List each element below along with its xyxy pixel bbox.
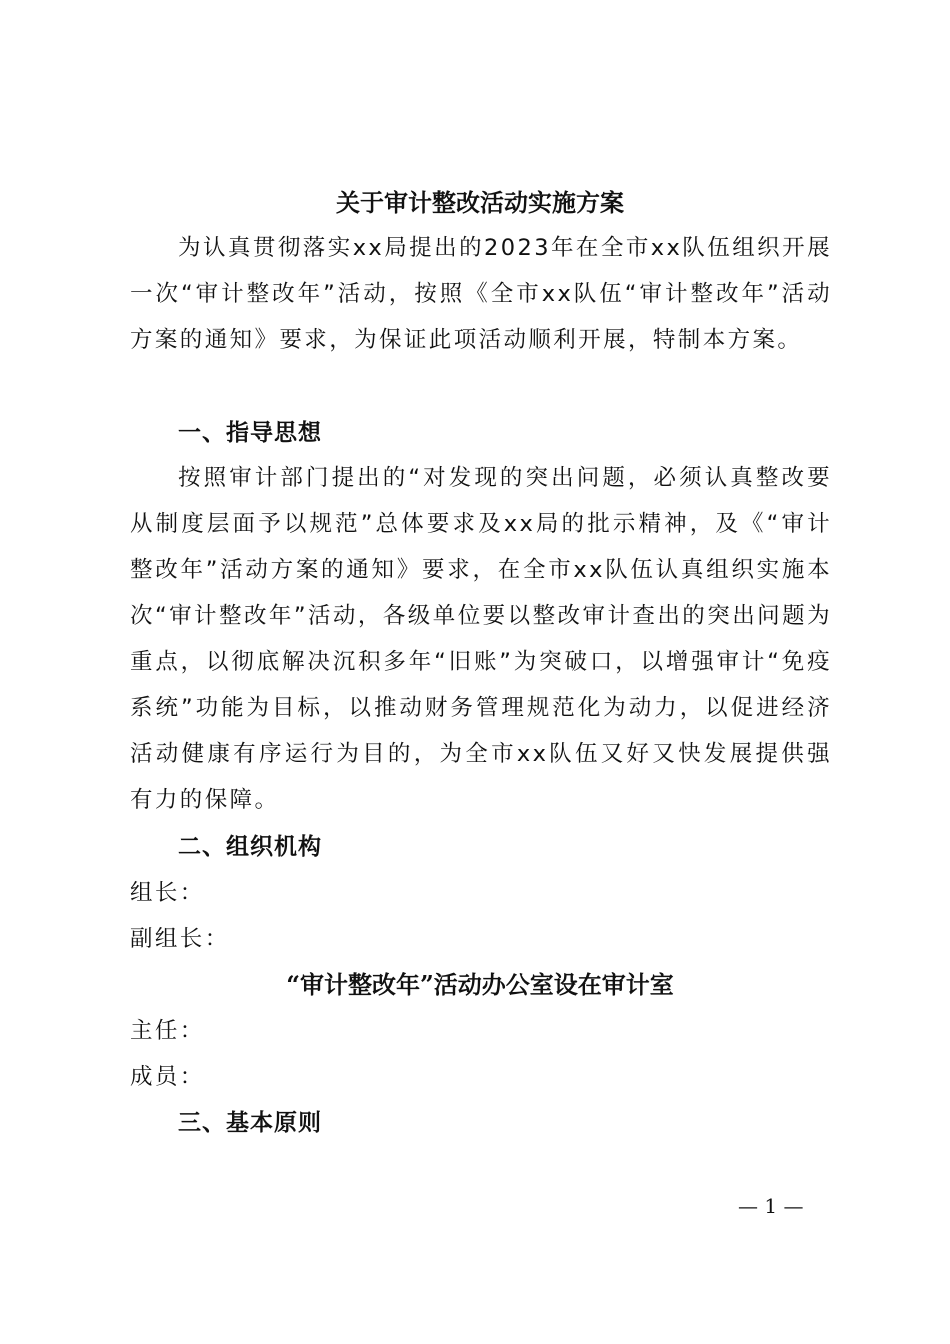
members-line: 成员： xyxy=(130,1064,205,1090)
guiding-ideology-paragraph: 按照审计部门提出的“对发现的突出问题，必须认真整改要从制度层面予以规范”总体要求及xx局的批示精神，及《“审计整改年”活动方案的通知》要求，在全市xx队伍认真组织实施本次“审计整改年”活动，各级单位要以整改审计查出的突出问题为重点，以彻底解决沉积多年“旧账”为突破口，以增强审计“免疫系统”功能为目标，以推动财务管理规范化为动力，以促进经济活动健康有序运行为目的，为全市xx队伍又好又快发展提供强有力的保障。 xyxy=(130,465,832,813)
leader-line: 组长： xyxy=(130,880,205,906)
section-heading-organization: 二、组织机构 xyxy=(178,834,322,860)
section-heading-guiding-ideology: 一、指导思想 xyxy=(178,420,322,446)
document-title: 关于审计整改活动实施方案 xyxy=(336,188,624,217)
section-heading-basic-principles: 三、基本原则 xyxy=(178,1110,322,1136)
deputy-leader-line: 副组长： xyxy=(130,926,230,952)
page-number: — 1 — xyxy=(738,1194,804,1218)
director-line: 主任： xyxy=(130,1018,205,1044)
office-title: “审计整改年”活动办公室设在审计室 xyxy=(286,970,674,999)
intro-paragraph: 为认真贯彻落实xx局提出的2023年在全市xx队伍组织开展一次“审计整改年”活动，按照《全市xx队伍“审计整改年”活动方案的通知》要求，为保证此项活动顺利开展，特制本方案。 xyxy=(130,235,832,353)
